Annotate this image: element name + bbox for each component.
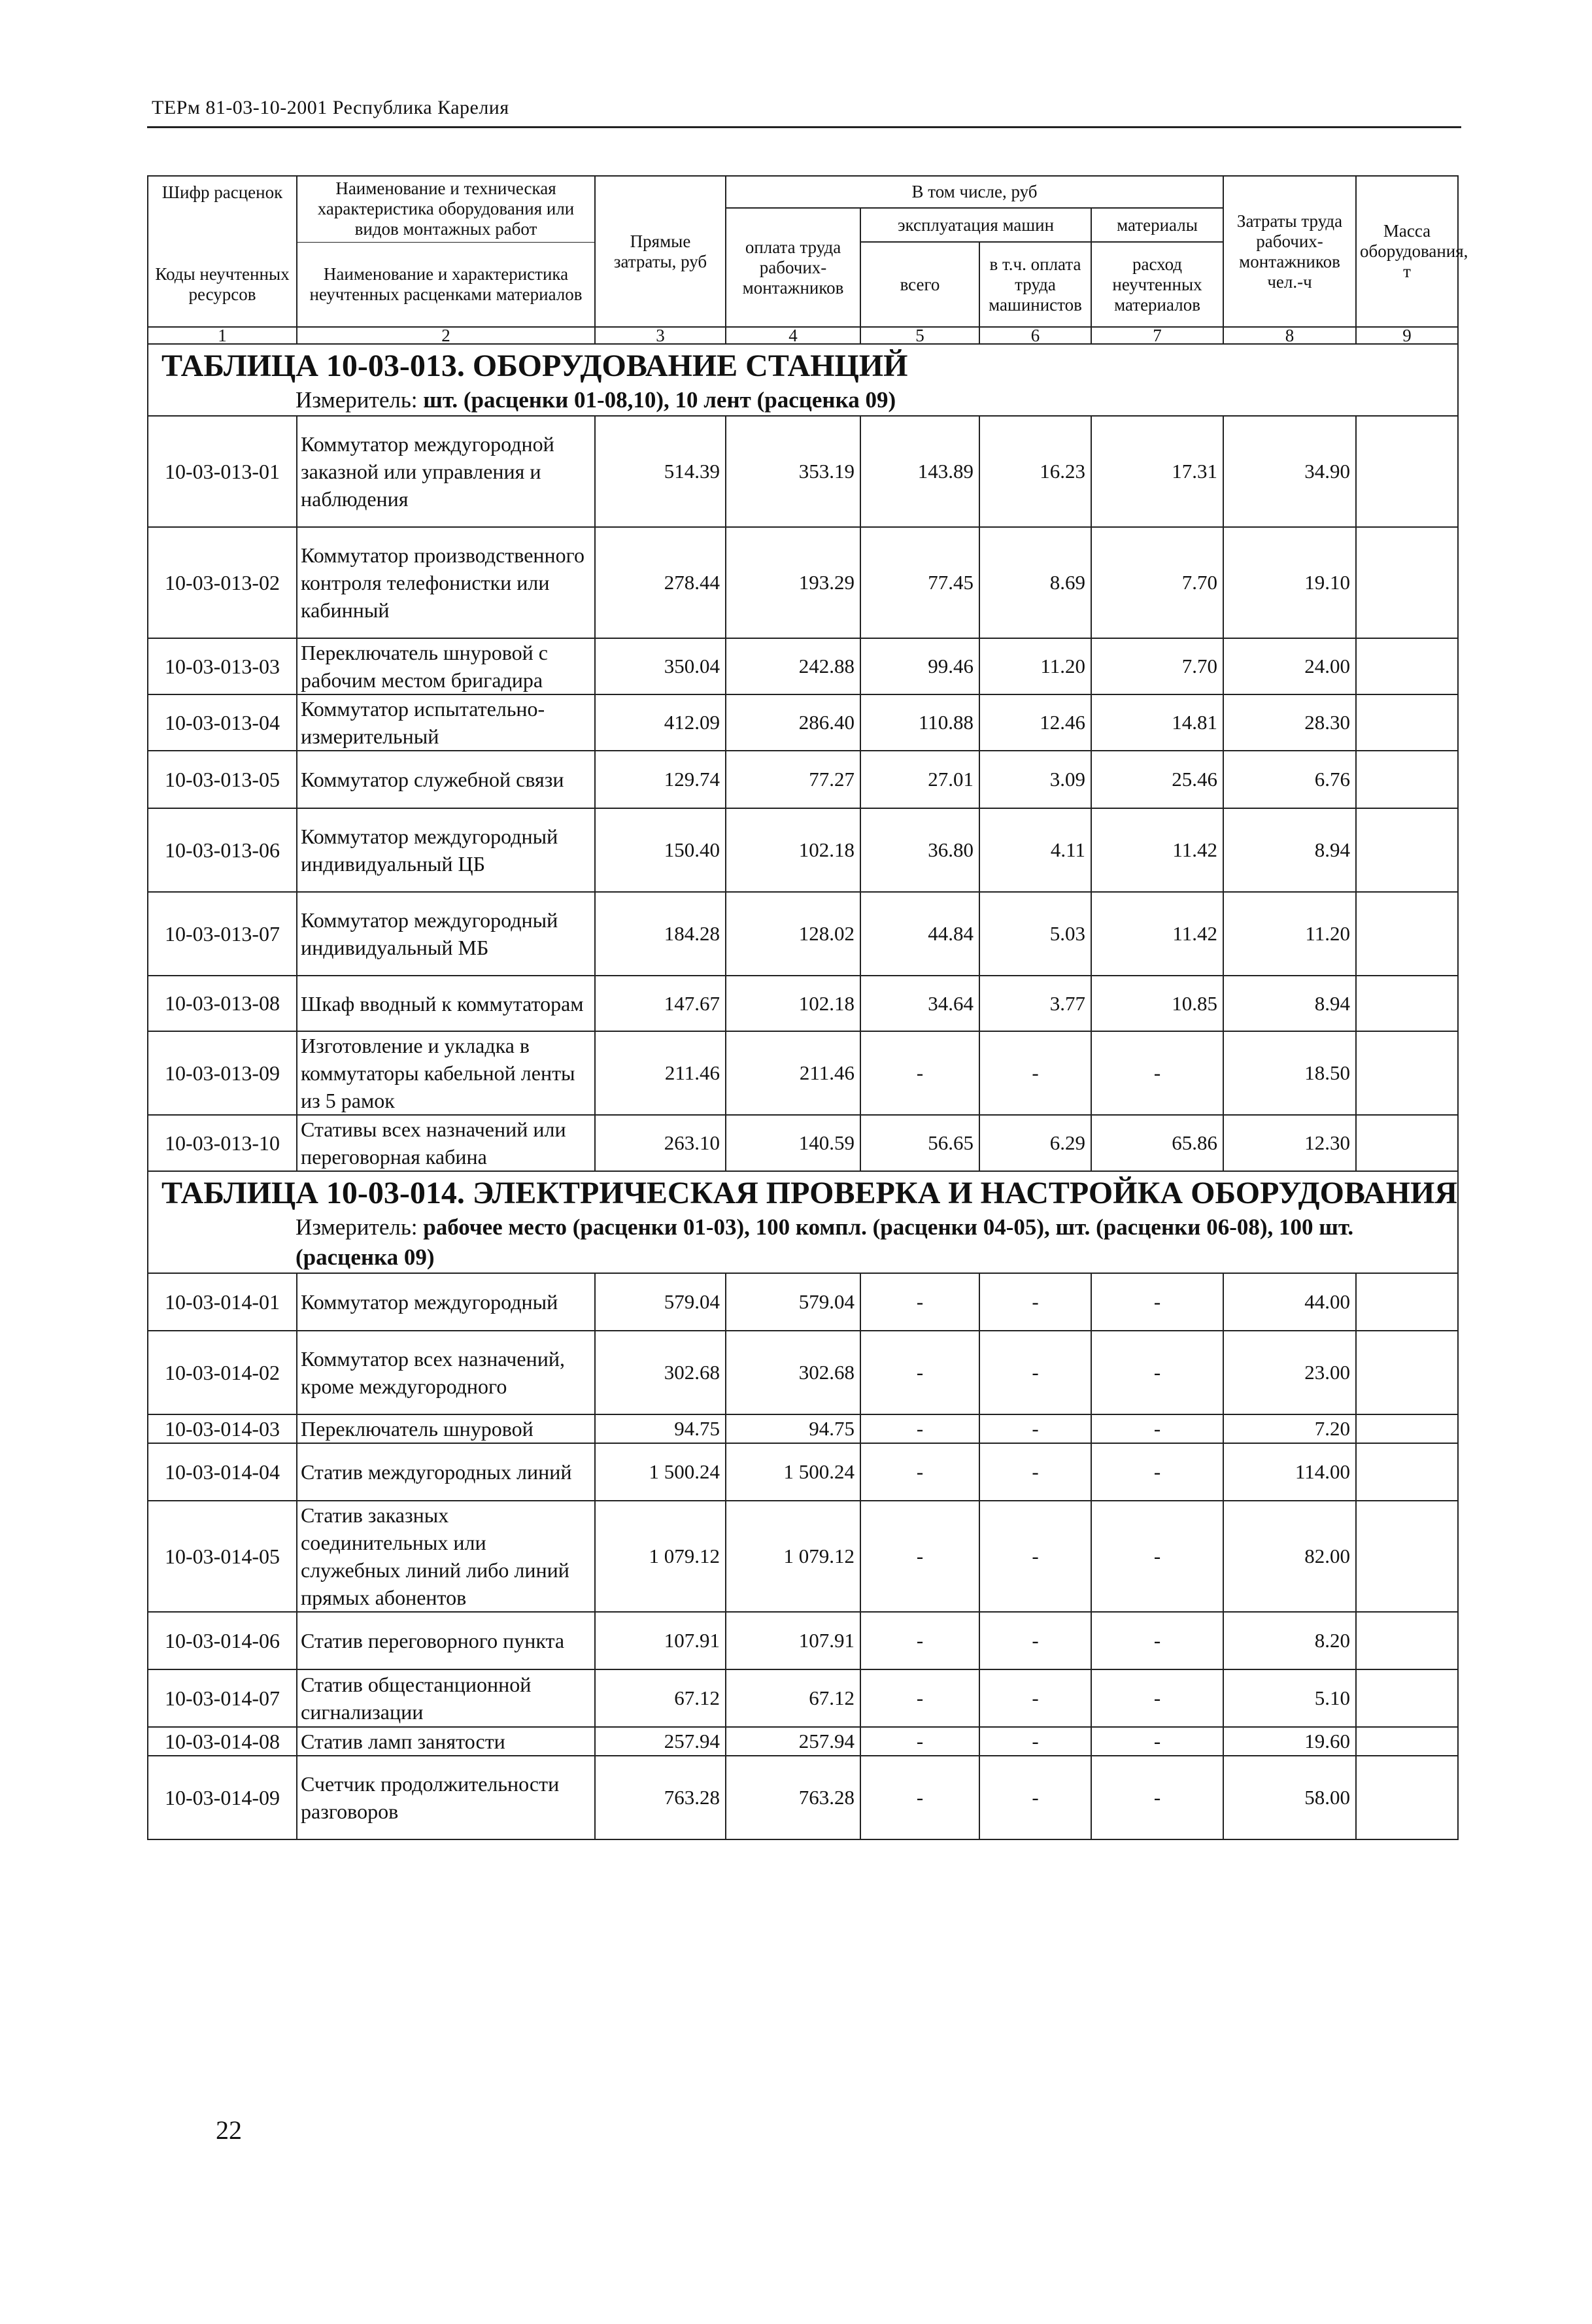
page-number: 22 — [216, 2115, 242, 2145]
section-meter-row — [148, 1212, 1458, 1273]
header-labor-pay: оплата труда рабочих-монтажников — [726, 208, 860, 327]
materials-cell: 17.31 — [1091, 416, 1223, 527]
machines-total-cell: - — [860, 1612, 979, 1669]
direct-costs-cell: 67.12 — [595, 1669, 726, 1727]
labor-pay-cell: 1 500.24 — [726, 1443, 860, 1501]
labor-hours-cell: 6.76 — [1223, 751, 1356, 808]
labor-hours-cell: 114.00 — [1223, 1443, 1356, 1501]
machines-wage-cell: - — [979, 1501, 1091, 1612]
header-direct-costs: Прямые затраты, руб — [595, 176, 726, 327]
machines-total-cell: 44.84 — [860, 892, 979, 976]
mass-cell — [1356, 808, 1458, 892]
direct-costs-cell: 257.94 — [595, 1727, 726, 1756]
mass-cell — [1356, 1031, 1458, 1115]
table-row — [148, 808, 1458, 892]
section-title-row — [148, 1171, 1458, 1212]
mass-cell — [1356, 416, 1458, 527]
rate-name: Коммутатор служебной связи — [297, 751, 595, 808]
mass-cell — [1356, 1756, 1458, 1839]
materials-cell: 25.46 — [1091, 751, 1223, 808]
rate-code: 10-03-014-03 — [148, 1414, 297, 1443]
materials-cell: - — [1091, 1727, 1223, 1756]
machines-total-cell: 27.01 — [860, 751, 979, 808]
machines-total-cell: - — [860, 1031, 979, 1115]
machines-total-cell: - — [860, 1727, 979, 1756]
rate-name: Изготовление и укладка в коммутаторы кабельной ленты из 5 рамок — [297, 1031, 595, 1115]
labor-hours-cell: 58.00 — [1223, 1756, 1356, 1839]
rate-code: 10-03-014-01 — [148, 1273, 297, 1331]
machines-wage-cell: - — [979, 1612, 1091, 1669]
machines-total-cell: - — [860, 1756, 979, 1839]
column-number: 7 — [1091, 327, 1223, 344]
column-number: 5 — [860, 327, 979, 344]
machines-total-cell: 99.46 — [860, 638, 979, 694]
rate-name: Шкаф вводный к коммутаторам — [297, 976, 595, 1031]
header-machines: эксплуатация машин — [860, 208, 1091, 242]
rate-name: Коммутатор производственного контроля телефонистки или кабинный — [297, 527, 595, 638]
machines-wage-cell: - — [979, 1756, 1091, 1839]
labor-pay-cell: 193.29 — [726, 527, 860, 638]
materials-cell: - — [1091, 1331, 1223, 1414]
direct-costs-cell: 211.46 — [595, 1031, 726, 1115]
machines-total-cell: - — [860, 1331, 979, 1414]
rate-name: Переключатель шнуровой — [297, 1414, 595, 1443]
meter-value: шт. (расценки 01-08,10), 10 лент (расценка 09) — [423, 387, 896, 413]
column-number: 2 — [297, 327, 595, 344]
rate-name: Коммутатор междугородной заказной или управления и наблюдения — [297, 416, 595, 527]
table-row — [148, 1501, 1458, 1612]
materials-cell: - — [1091, 1414, 1223, 1443]
rate-code: 10-03-013-07 — [148, 892, 297, 976]
direct-costs-cell: 278.44 — [595, 527, 726, 638]
machines-total-cell: - — [860, 1414, 979, 1443]
mass-cell — [1356, 1501, 1458, 1612]
mass-cell — [1356, 1727, 1458, 1756]
table-row — [148, 1031, 1458, 1115]
rate-code: 10-03-014-07 — [148, 1669, 297, 1727]
machines-wage-cell: - — [979, 1331, 1091, 1414]
labor-pay-cell: 242.88 — [726, 638, 860, 694]
materials-cell: - — [1091, 1501, 1223, 1612]
machines-wage-cell: - — [979, 1443, 1091, 1501]
labor-hours-cell: 82.00 — [1223, 1501, 1356, 1612]
header-divider — [147, 126, 1461, 128]
direct-costs-cell: 1 079.12 — [595, 1501, 726, 1612]
machines-wage-cell: 12.46 — [979, 694, 1091, 751]
rate-name: Статив заказных соединительных или служебных линий либо линий прямых абонентов — [297, 1501, 595, 1612]
table-row — [148, 751, 1458, 808]
column-number: 1 — [148, 327, 297, 344]
header-including: В том числе, руб — [726, 176, 1223, 208]
machines-total-cell: - — [860, 1273, 979, 1331]
rate-name: Статив общестанционной сигнализации — [297, 1669, 595, 1727]
header-code-top: Шифр расценок — [148, 176, 297, 208]
materials-cell: - — [1091, 1273, 1223, 1331]
header-code-spacer — [148, 208, 297, 242]
labor-hours-cell: 12.30 — [1223, 1115, 1356, 1171]
table-row — [148, 527, 1458, 638]
machines-wage-cell: - — [979, 1273, 1091, 1331]
machines-total-cell: - — [860, 1443, 979, 1501]
labor-hours-cell: 23.00 — [1223, 1331, 1356, 1414]
rate-name: Коммутатор междугородный — [297, 1273, 595, 1331]
direct-costs-cell: 129.74 — [595, 751, 726, 808]
labor-pay-cell: 257.94 — [726, 1727, 860, 1756]
machines-wage-cell: - — [979, 1727, 1091, 1756]
materials-cell: 14.81 — [1091, 694, 1223, 751]
column-number: 6 — [979, 327, 1091, 344]
rate-name: Коммутатор испытательно-измерительный — [297, 694, 595, 751]
machines-total-cell: - — [860, 1669, 979, 1727]
materials-cell: 7.70 — [1091, 638, 1223, 694]
labor-pay-cell: 211.46 — [726, 1031, 860, 1115]
rate-name: Стативы всех назначений или переговорная кабина — [297, 1115, 595, 1171]
direct-costs-cell: 1 500.24 — [595, 1443, 726, 1501]
rates-table — [147, 175, 1468, 1840]
rate-code: 10-03-013-04 — [148, 694, 297, 751]
table-row — [148, 892, 1458, 976]
mass-cell — [1356, 527, 1458, 638]
direct-costs-cell: 412.09 — [595, 694, 726, 751]
mass-cell — [1356, 976, 1458, 1031]
table-row — [148, 1756, 1458, 1839]
header-machines-total: всего — [860, 242, 979, 327]
machines-wage-cell: 6.29 — [979, 1115, 1091, 1171]
header-name-top: Наименование и техническая характеристика оборудования или видов монтажных работ — [297, 176, 595, 242]
column-number: 8 — [1223, 327, 1356, 344]
labor-hours-cell: 7.20 — [1223, 1414, 1356, 1443]
labor-pay-cell: 102.18 — [726, 976, 860, 1031]
header-code-bottom: Коды неучтенных ресурсов — [148, 242, 297, 327]
materials-cell: - — [1091, 1669, 1223, 1727]
direct-costs-cell: 94.75 — [595, 1414, 726, 1443]
labor-hours-cell: 8.20 — [1223, 1612, 1356, 1669]
labor-pay-cell: 102.18 — [726, 808, 860, 892]
rate-code: 10-03-013-03 — [148, 638, 297, 694]
rate-code: 10-03-013-05 — [148, 751, 297, 808]
labor-hours-cell: 24.00 — [1223, 638, 1356, 694]
labor-pay-cell: 128.02 — [726, 892, 860, 976]
direct-costs-cell: 514.39 — [595, 416, 726, 527]
rate-name: Статив междугородных линий — [297, 1443, 595, 1501]
machines-wage-cell: 8.69 — [979, 527, 1091, 638]
materials-cell: 7.70 — [1091, 527, 1223, 638]
section-meter — [148, 1212, 1458, 1273]
labor-hours-cell: 18.50 — [1223, 1031, 1356, 1115]
materials-cell: - — [1091, 1443, 1223, 1501]
table-row — [148, 976, 1458, 1031]
mass-cell — [1356, 1331, 1458, 1414]
labor-hours-cell: 11.20 — [1223, 892, 1356, 976]
machines-total-cell: 34.64 — [860, 976, 979, 1031]
table-row — [148, 694, 1458, 751]
mass-cell — [1356, 638, 1458, 694]
mass-cell — [1356, 1612, 1458, 1669]
rate-code: 10-03-013-01 — [148, 416, 297, 527]
machines-wage-cell: 5.03 — [979, 892, 1091, 976]
column-number: 9 — [1356, 327, 1458, 344]
labor-hours-cell: 44.00 — [1223, 1273, 1356, 1331]
labor-hours-cell: 19.10 — [1223, 527, 1356, 638]
materials-cell: 11.42 — [1091, 808, 1223, 892]
labor-hours-cell: 8.94 — [1223, 808, 1356, 892]
direct-costs-cell: 579.04 — [595, 1273, 726, 1331]
machines-wage-cell: - — [979, 1414, 1091, 1443]
rate-code: 10-03-014-08 — [148, 1727, 297, 1756]
rate-code: 10-03-014-04 — [148, 1443, 297, 1501]
materials-cell: - — [1091, 1612, 1223, 1669]
mass-cell — [1356, 1414, 1458, 1443]
labor-pay-cell: 579.04 — [726, 1273, 860, 1331]
table-row — [148, 638, 1458, 694]
materials-cell: - — [1091, 1756, 1223, 1839]
rate-name: Переключатель шнуровой с рабочим местом бригадира — [297, 638, 595, 694]
header-name-bottom: Наименование и характеристика неучтенных расценками материалов — [297, 242, 595, 327]
machines-total-cell: 110.88 — [860, 694, 979, 751]
table-row — [148, 1331, 1458, 1414]
mass-cell — [1356, 751, 1458, 808]
machines-total-cell: - — [860, 1501, 979, 1612]
machines-wage-cell: 16.23 — [979, 416, 1091, 527]
materials-cell: 11.42 — [1091, 892, 1223, 976]
table-row — [148, 1115, 1458, 1171]
labor-hours-cell: 8.94 — [1223, 976, 1356, 1031]
mass-cell — [1356, 1669, 1458, 1727]
table-row — [148, 1612, 1458, 1669]
direct-costs-cell: 763.28 — [595, 1756, 726, 1839]
table-row — [148, 1273, 1458, 1331]
rate-name: Статив ламп занятости — [297, 1727, 595, 1756]
rate-code: 10-03-014-06 — [148, 1612, 297, 1669]
machines-total-cell: 77.45 — [860, 527, 979, 638]
direct-costs-cell: 350.04 — [595, 638, 726, 694]
machines-wage-cell: - — [979, 1031, 1091, 1115]
labor-hours-cell: 28.30 — [1223, 694, 1356, 751]
rate-code: 10-03-013-10 — [148, 1115, 297, 1171]
machines-wage-cell: - — [979, 1669, 1091, 1727]
mass-cell — [1356, 1273, 1458, 1331]
section-meter-row — [148, 385, 1458, 416]
header-materials: материалы — [1091, 208, 1223, 242]
direct-costs-cell: 147.67 — [595, 976, 726, 1031]
column-number: 4 — [726, 327, 860, 344]
direct-costs-cell: 150.40 — [595, 808, 726, 892]
materials-cell: - — [1091, 1031, 1223, 1115]
mass-cell — [1356, 1443, 1458, 1501]
rate-code: 10-03-013-08 — [148, 976, 297, 1031]
rate-name: Коммутатор междугородный индивидуальный ЦБ — [297, 808, 595, 892]
labor-pay-cell: 94.75 — [726, 1414, 860, 1443]
column-number-row — [148, 327, 1458, 344]
table-row — [148, 416, 1458, 527]
page-header: ТЕРм 81-03-10-2001 Республика Карелия — [152, 97, 509, 118]
rate-code: 10-03-013-06 — [148, 808, 297, 892]
machines-total-cell: 36.80 — [860, 808, 979, 892]
table-row — [148, 1669, 1458, 1727]
direct-costs-cell: 184.28 — [595, 892, 726, 976]
direct-costs-cell: 302.68 — [595, 1331, 726, 1414]
rate-code: 10-03-013-09 — [148, 1031, 297, 1115]
mass-cell — [1356, 1115, 1458, 1171]
rate-code: 10-03-014-02 — [148, 1331, 297, 1414]
labor-pay-cell: 353.19 — [726, 416, 860, 527]
table-row — [148, 1443, 1458, 1501]
labor-pay-cell: 1 079.12 — [726, 1501, 860, 1612]
rate-name: Статив переговорного пункта — [297, 1612, 595, 1669]
machines-wage-cell: 3.09 — [979, 751, 1091, 808]
mass-cell — [1356, 892, 1458, 976]
materials-cell: 65.86 — [1091, 1115, 1223, 1171]
materials-cell: 10.85 — [1091, 976, 1223, 1031]
rate-code: 10-03-013-02 — [148, 527, 297, 638]
column-number: 3 — [595, 327, 726, 344]
labor-pay-cell: 302.68 — [726, 1331, 860, 1414]
rate-code: 10-03-014-09 — [148, 1756, 297, 1839]
meter-label: Измеритель: — [296, 387, 424, 413]
rate-name: Коммутатор междугородный индивидуальный МБ — [297, 892, 595, 976]
header-labor-cost: Затраты труда рабочих-монтажников чел.-ч — [1223, 176, 1356, 327]
table-row — [148, 1727, 1458, 1756]
labor-pay-cell: 107.91 — [726, 1612, 860, 1669]
section-title-row — [148, 344, 1458, 385]
header-materials-use: расход неучтенных материалов — [1091, 242, 1223, 327]
rate-name: Счетчик продолжительности разговоров — [297, 1756, 595, 1839]
machines-wage-cell: 11.20 — [979, 638, 1091, 694]
machines-wage-cell: 4.11 — [979, 808, 1091, 892]
labor-pay-cell: 286.40 — [726, 694, 860, 751]
labor-pay-cell: 140.59 — [726, 1115, 860, 1171]
labor-hours-cell: 19.60 — [1223, 1727, 1356, 1756]
rate-code: 10-03-014-05 — [148, 1501, 297, 1612]
labor-hours-cell: 34.90 — [1223, 416, 1356, 527]
mass-cell — [1356, 694, 1458, 751]
section-title: ТАБЛИЦА 10-03-013. ОБОРУДОВАНИЕ СТАНЦИЙ — [148, 344, 1458, 385]
labor-hours-cell: 5.10 — [1223, 1669, 1356, 1727]
direct-costs-cell: 107.91 — [595, 1612, 726, 1669]
labor-pay-cell: 77.27 — [726, 751, 860, 808]
meter-value: рабочее место (расценки 01-03), 100 компл. (расценки 04-05), шт. (расценки 06-08), 100 шт. (расценка 09) — [296, 1214, 1354, 1270]
machines-total-cell: 56.65 — [860, 1115, 979, 1171]
rate-name: Коммутатор всех назначений, кроме междугородного — [297, 1331, 595, 1414]
labor-pay-cell: 763.28 — [726, 1756, 860, 1839]
table-row — [148, 1414, 1458, 1443]
header-machines-wage: в т.ч. оплата труда машинистов — [979, 242, 1091, 327]
labor-pay-cell: 67.12 — [726, 1669, 860, 1727]
machines-wage-cell: 3.77 — [979, 976, 1091, 1031]
section-meter — [148, 385, 1458, 416]
meter-label: Измеритель: — [296, 1214, 424, 1240]
section-title: ТАБЛИЦА 10-03-014. ЭЛЕКТРИЧЕСКАЯ ПРОВЕРКА И НАСТРОЙКА ОБОРУДОВАНИЯ — [148, 1171, 1458, 1212]
machines-total-cell: 143.89 — [860, 416, 979, 527]
direct-costs-cell: 263.10 — [595, 1115, 726, 1171]
header-mass: Масса оборудования, т — [1356, 176, 1458, 327]
